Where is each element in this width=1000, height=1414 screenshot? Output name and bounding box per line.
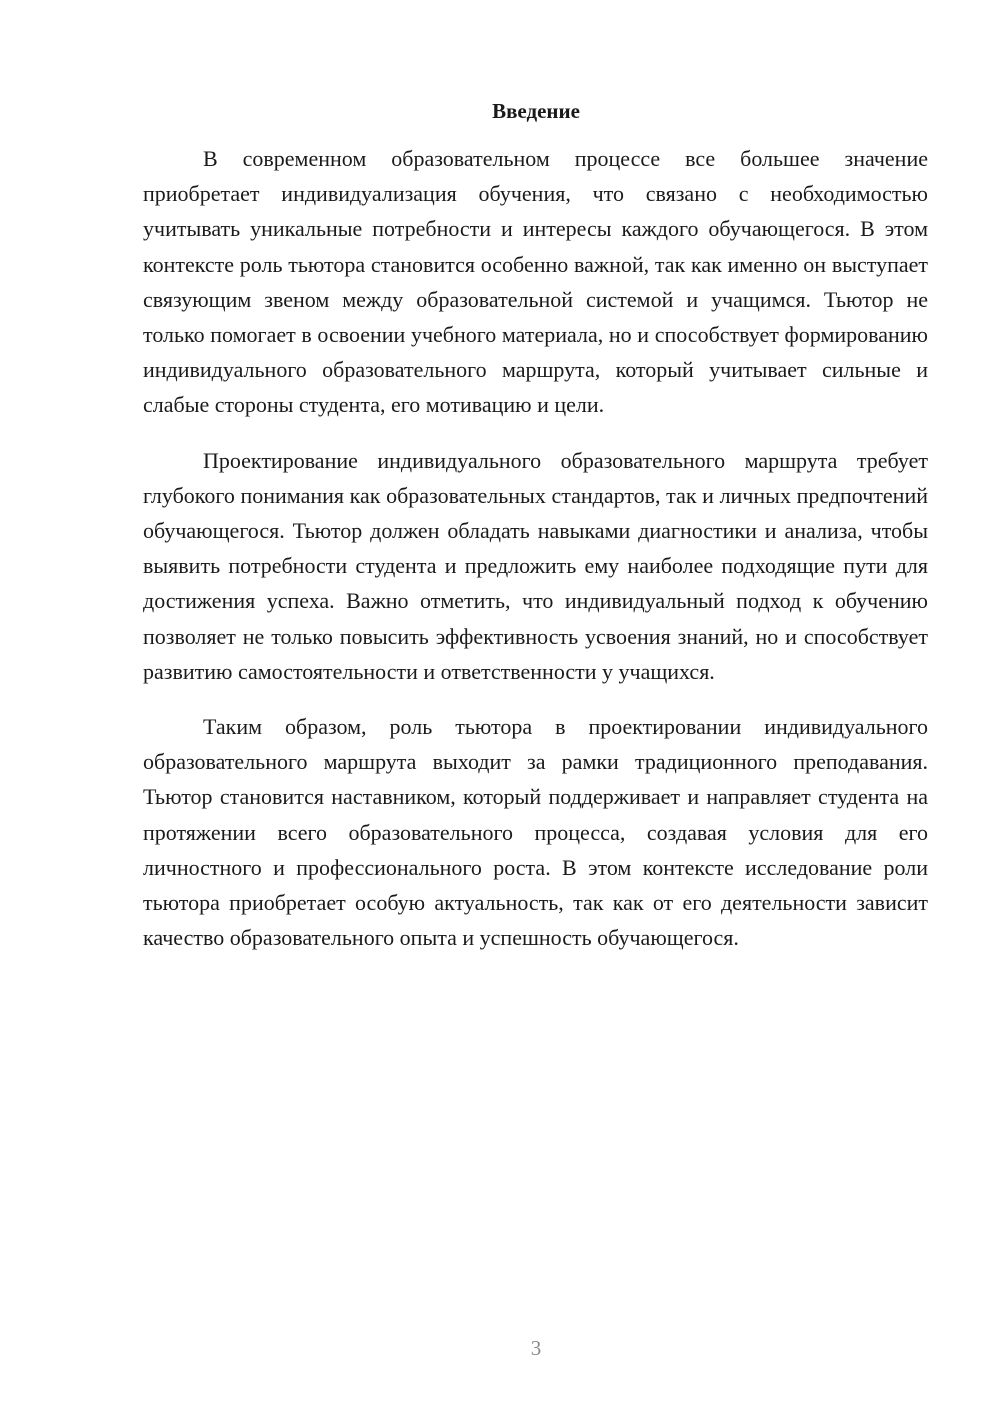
paragraph-3: Таким образом, роль тьютора в проектировании индивидуального образовательного маршрута выходит за рамки традиционного преподавания. Тьютор становится наставником, который поддерживает и направляет студента на протяжении всего образовательного процесса, создавая условия для его личностного и профессионального роста. В этом контексте исследование роли тьютора приобретает особую актуальность, так как от его деятельности зависит качество образовательного опыта и успешность обучающегося. xyxy=(143,714,928,951)
paragraph-2: Проектирование индивидуального образовательного маршрута требует глубокого понимания как образовательных стандартов, так и личных предпочтений обучающегося. Тьютор должен обладать навыками диагностики и анализа, чтобы выявить потребности студента и предложить ему наиболее подходящие пути для достижения успеха. Важно отметить, что индивидуальный подход к обучению позволяет не только повысить эффективность усвоения знаний, но и способствует развитию самостоятельности и ответственности у учащихся. xyxy=(143,447,928,684)
paragraph-1: В современном образовательном процессе все большее значение приобретает индивидуализация обучения, что связано с необходимостью учитывать уникальные потребности и интересы каждого обучающегося. В этом контексте роль тьютора становится особенно важной, так как именно он выступает связующим звеном между образовательной системой и учащимся. Тьютор не только помогает в освоении учебного материала, но и способствует формированию индивидуального образовательного маршрута, который учитывает сильные и слабые стороны студента, его мотивацию и цели. xyxy=(143,146,928,418)
section-title: Введение xyxy=(492,99,580,123)
body-text xyxy=(143,141,928,975)
page-number: 3 xyxy=(530,1336,542,1360)
